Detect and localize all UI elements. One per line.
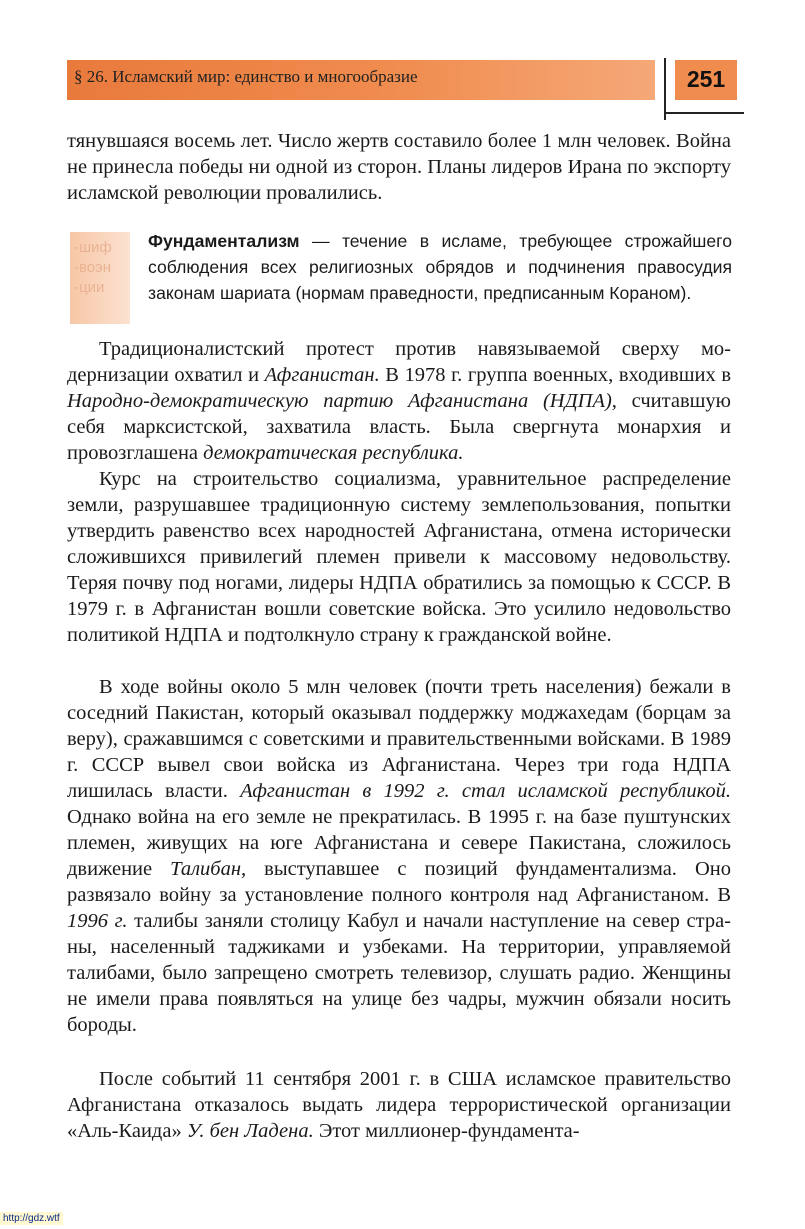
paragraph-text: В ходе войны около 5 млн человек (почти треть населения) бежали в соседний Пакистан, который оказывал поддержку моджахедам (борцам за веру), сражавшимся с советскими и правительственными войсками. В 1989 г. СССР вывел свои войска из Афганистана. Через три года НДПА лишилась власти. (67, 676, 731, 802)
paragraph-text: После событий 11 сентября 2001 г. в США исламское правительство Афганистана отказалось выдать лидера террористической организации «Аль-Каида» (67, 1068, 731, 1142)
paragraph-text: талибы заняли столицу Кабул и начали наступление на север страны, населенный таджиками и узбеками. На территории, управляемой талибами, было запрещено смотреть телевизор, слушать радио. Женщины не имели права появляться на улице без чадры, мужчин обязали носить бороды. (67, 910, 731, 1036)
section-title: § 26. Исламский мир: единство и многообразие (74, 67, 418, 86)
paragraph-text: Однако война на его земле не прекратилась. В 1995 г. на базе пуштунских племен, живущих на юге Афганистана и севере Пакистана, сложилось движение (67, 806, 731, 880)
emphasis-islamic-republic: Афганистан в 1992 г. стал исламской республикой. (240, 780, 732, 802)
paragraph-text: считавшую себя марксистской, захватила власть. Была свергнута монархия и провозглашена (67, 390, 731, 464)
emphasis-taliban: Талибан, (170, 858, 247, 880)
paragraph-socialism-course (67, 466, 731, 648)
paragraph-war (67, 674, 731, 1038)
paragraph-september-11 (67, 1066, 731, 1144)
paragraph-text: выступавшее с позиций фундаментализма. Оно развязало войну за установление полного контроля над Афганистаном. В (67, 858, 731, 906)
watermark-link[interactable]: http://gdz.wtf (0, 1212, 63, 1225)
emphasis-ndpa: Народно-демократическую партию Афганистана (НДПА), (67, 390, 617, 412)
definition-term: Фундаментализм (148, 231, 300, 251)
emphasis-bin-laden: У. бен Ладена. (186, 1120, 314, 1142)
paragraph-intro (67, 128, 731, 206)
paragraph-text: Традиционалистский протест против навязываемой сверху модернизации охватил и (67, 338, 731, 386)
header-divider-horizontal (664, 112, 744, 114)
emphasis-year-1996: 1996 г. (67, 910, 128, 932)
paragraph-text: В 1978 г. группа военных, входивших в (379, 364, 731, 386)
definition-box (148, 228, 732, 306)
definition-marker-text: -шиф -воэн -ции (74, 239, 112, 296)
paragraph-text: Курс на строительство социализма, уравнительное распределение земли, разрушавшее традиционную систему землепользования, попытки утвердить равенство всех народностей Афганистана, отмена исторически сложившихся привилегий племен привели к массовому недовольству. Теряя почву под ногами, лидеры НДПА обратились за помощью к СССР. В 1979 г. в Афганистан вошли советские войска. Это усилило недовольство политикой НДПА и подтолкнуло страну к гражданской войне. (67, 468, 731, 646)
emphasis-democratic-republic: демократическая республика. (203, 442, 464, 464)
header-divider-vertical (664, 58, 666, 120)
paragraph-afghanistan-coup (67, 336, 731, 466)
page-number: 251 (686, 66, 726, 92)
definition-text: — течение в исламе, требующее строжайшего соблюдения всех религиозных обрядов и подчинения правосудия законам шариата (нормам праведности, предписанным Кораном). (148, 231, 732, 303)
paragraph-text: тянувшаяся восемь лет. Число жертв составило более 1 млн человек. Война не принесла победы ни одной из сторон. Планы лидеров Ирана по экспорту исламской революции провалились. (67, 130, 731, 204)
paragraph-text: Этот миллионер-фундамента- (313, 1120, 580, 1142)
emphasis-afghanistan: Афганистан. (264, 364, 380, 386)
